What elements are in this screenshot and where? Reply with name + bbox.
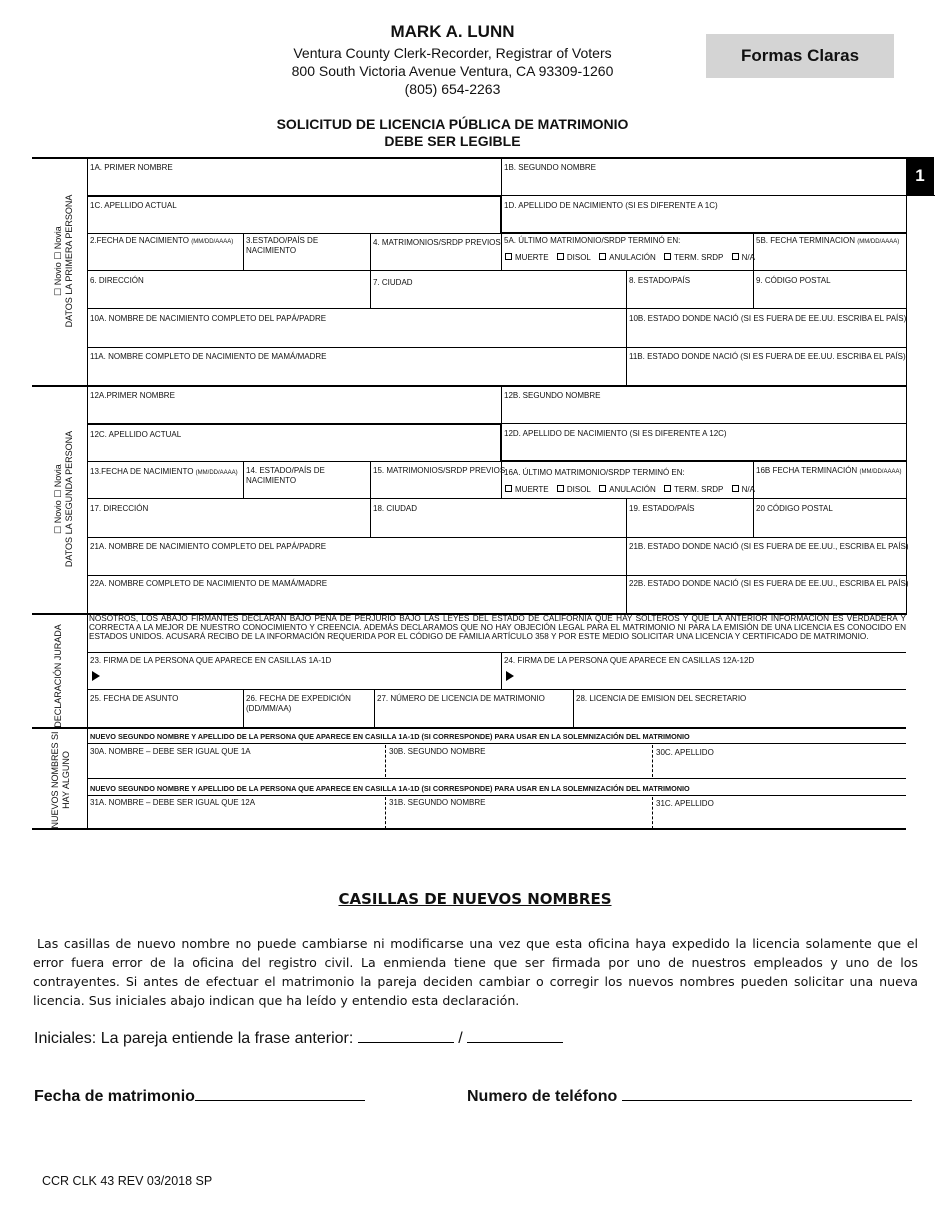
person2-side-label: ☐ Novio ☐ Novia DATOS LA SEGUNDA PERSONA bbox=[53, 430, 74, 568]
field-6-address[interactable]: 6. DIRECCIÓN bbox=[90, 276, 144, 285]
field-21b-father-birthplace[interactable]: 21B. ESTADO DONDE NACIÓ (SI ES FUERA DE EE.UU., ESCRIBA EL PAÍS) bbox=[629, 542, 909, 551]
field-11a-mother-name[interactable]: 11A. NOMBRE COMPLETO DE NACIMIENTO DE MAMÁ/MADRE bbox=[90, 352, 327, 361]
field-22b-mother-birthplace[interactable]: 22B. ESTADO DONDE NACIÓ (SI ES FUERA DE EE.UU., ESCRIBA EL PAÍS) bbox=[629, 579, 909, 588]
field-5a-last-marriage-ended[interactable]: 5A. ÚLTIMO MATRIMONIO/SRDP TERMINÓ EN: bbox=[504, 236, 681, 245]
marriage-date-label: Fecha de matrimonio bbox=[34, 1088, 195, 1105]
field-27-license-number[interactable]: 27. NÚMERO DE LICENCIA DE MATRIMONIO bbox=[377, 694, 545, 703]
new-names-notice-title: CASILLAS DE NUEVOS NOMBRES bbox=[338, 890, 612, 908]
field-14-birth-state[interactable]: 14. ESTADO/PAÍS DE NACIMIENTO bbox=[246, 466, 325, 485]
phone-label: Numero de teléfono bbox=[467, 1088, 618, 1105]
field-2-birth-date[interactable]: 2.FECHA DE NACIMIENTO (MM/DD/AAAA) bbox=[90, 236, 234, 245]
field-23-signature-1[interactable]: 23. FIRMA DE LA PERSONA QUE APARECE EN CASILLAS 1A-1D bbox=[90, 656, 332, 665]
checkbox-icon bbox=[505, 485, 512, 492]
end-options-1[interactable]: MUERTE DISOL ANULACIÓN TERM. SRDP N/A bbox=[505, 253, 761, 262]
field-17-address[interactable]: 17. DIRECCIÓN bbox=[90, 504, 149, 513]
field-4-previous-marriages[interactable]: 4. MATRIMONIOS/SRDP PREVIOS bbox=[373, 238, 501, 247]
field-25-issue-date[interactable]: 25. FECHA DE ASUNTO bbox=[90, 694, 179, 703]
checkbox-icon bbox=[599, 253, 606, 260]
form-code: CCR CLK 43 REV 03/2018 SP bbox=[42, 1174, 213, 1188]
page-number: 1 bbox=[906, 157, 934, 195]
field-12a-first-name[interactable]: 12A.PRIMER NOMBRE bbox=[90, 391, 175, 400]
field-1d-birth-last-name[interactable]: 1D. APELLIDO DE NACIMIENTO (SI ES DIFERENTE A 1C) bbox=[504, 201, 718, 210]
field-12b-middle-name[interactable]: 12B. SEGUNDO NOMBRE bbox=[504, 391, 601, 400]
field-9-zip[interactable]: 9. CÓDIGO POSTAL bbox=[756, 276, 831, 285]
field-8-state[interactable]: 8. ESTADO/PAÍS bbox=[629, 276, 691, 285]
checkbox-icon bbox=[599, 485, 606, 492]
field-16b-end-date[interactable]: 16B FECHA TERMINACIÓN (MM/DD/AAAA) bbox=[756, 466, 902, 475]
field-12c-last-name[interactable]: 12C. APELLIDO ACTUAL bbox=[90, 430, 182, 439]
declaration-text: NOSOTROS, LOS ABAJO FIRMANTES DECLARAN BAJO PENA DE PERJURIO BAJO LAS LEYES DEL ESTADO DE CALIFORNIA QUE HAY SOLTEROS Y QUE LA ANTERIOR INFORMACIÓN ES VERDADERA Y CORRECTA A LA MEJOR DE NUESTRO CONOCIMIENTO Y CREENCIA. ADEMÁS DECLARAMOS QUE NO HAY OBJECIÓN LEGAL PARA EL MATRIMONIO NI PARA LA EMISIÓN DE UNA LICENCIA ES CONOCIDO EN ESTADOS UNIDOS. ACUSARÁ RECIBO DE LA INFORMACIÓN REQUERIDA POR EL CÓDIGO DE FAMILIA ARTÍCULO 358 Y POR ESTE MEDIO SOLICITAR UNA LICENCIA Y CERTIFICADO DE MATRIMONIO. bbox=[89, 614, 906, 641]
declaration-side-label: DECLARACIÓN JURADA bbox=[53, 624, 63, 728]
form-subtitle: DEBE SER LEGIBLE bbox=[384, 133, 521, 149]
checkbox-icon bbox=[664, 253, 671, 260]
signature-arrow-icon bbox=[506, 671, 514, 681]
field-1c-last-name[interactable]: 1C. APELLIDO ACTUAL bbox=[90, 201, 177, 210]
new-names-header-2: NUEVO SEGUNDO NOMBRE Y APELLIDO DE LA PERSONA QUE APARECE EN CASILLA 1A-1D (SI CORRESPONDE) PARA USAR EN LA SOLEMNIZACIÓN DEL MATRIMONIO bbox=[90, 784, 690, 793]
signature-arrow-icon bbox=[92, 671, 100, 681]
field-28-clerk-license[interactable]: 28. LICENCIA DE EMISION DEL SECRETARIO bbox=[576, 694, 747, 703]
office-name: Ventura County Clerk-Recorder, Registrar of Voters bbox=[293, 45, 612, 61]
checkbox-icon bbox=[732, 253, 739, 260]
new-names-header-1: NUEVO SEGUNDO NOMBRE Y APELLIDO DE LA PERSONA QUE APARECE EN CASILLA 1A-1D (SI CORRESPONDE) PARA USAR EN LA SOLEMNIZACIÓN DEL MATRIMONIO bbox=[90, 732, 690, 741]
phone-field[interactable] bbox=[622, 1086, 912, 1101]
field-10b-father-birthplace[interactable]: 10B. ESTADO DONDE NACIÓ (SI ES FUERA DE EE.UU. ESCRIBA EL PAÍS) bbox=[629, 314, 907, 323]
clerk-name: MARK A. LUNN bbox=[390, 22, 515, 41]
initials-label: Iniciales: La pareja entiende la frase anterior: bbox=[34, 1030, 354, 1047]
field-31a-first-name[interactable]: 31A. NOMBRE – DEBE SER IGUAL QUE 12A bbox=[90, 798, 256, 807]
initials-line bbox=[34, 1028, 563, 1048]
field-18-city[interactable]: 18. CIUDAD bbox=[373, 504, 418, 513]
field-12d-birth-last-name[interactable]: 12D. APELLIDO DE NACIMIENTO (SI ES DIFERENTE A 12C) bbox=[504, 429, 727, 438]
field-16a-last-marriage-ended[interactable]: 16A. ÚLTIMO MATRIMONIO/SRDP TERMINÓ EN: bbox=[504, 468, 685, 477]
checkbox-icon bbox=[505, 253, 512, 260]
field-10a-father-name[interactable]: 10A. NOMBRE DE NACIMIENTO COMPLETO DEL PAPÁ/PADRE bbox=[90, 314, 327, 323]
field-30b-middle-name[interactable]: 30B. SEGUNDO NOMBRE bbox=[389, 747, 486, 756]
initials-field-2[interactable] bbox=[467, 1028, 563, 1043]
checkbox-icon bbox=[732, 485, 739, 492]
form-title: SOLICITUD DE LICENCIA PÚBLICA DE MATRIMONIO bbox=[276, 116, 629, 132]
field-26-expedition-date[interactable]: 26. FECHA DE EXPEDICIÓN (DD/MM/AA) bbox=[246, 694, 351, 713]
field-1b-middle-name[interactable]: 1B. SEGUNDO NOMBRE bbox=[504, 163, 597, 172]
new-names-side-label: NUEVOS NOMBRES SI HAY ALGUNO bbox=[50, 731, 71, 829]
field-19-state[interactable]: 19. ESTADO/PAÍS bbox=[629, 504, 695, 513]
field-20-zip[interactable]: 20 CÓDIGO POSTAL bbox=[756, 504, 833, 513]
field-24-signature-2[interactable]: 24. FIRMA DE LA PERSONA QUE APARECE EN CASILLAS 12A-12D bbox=[504, 656, 755, 665]
end-options-2[interactable]: MUERTE DISOL ANULACIÓN TERM. SRDP N/A bbox=[505, 485, 761, 494]
field-30a-first-name[interactable]: 30A. NOMBRE – DEBE SER IGUAL QUE 1A bbox=[90, 747, 251, 756]
field-5b-end-date[interactable]: 5B. FECHA TERMINACION (MM/DD/AAAA) bbox=[756, 236, 900, 245]
field-1a-first-name[interactable]: 1A. PRIMER NOMBRE bbox=[90, 163, 173, 172]
field-13-birth-date[interactable]: 13.FECHA DE NACIMIENTO (MM/DD/AAAA) bbox=[90, 467, 238, 476]
field-11b-mother-birthplace[interactable]: 11B. ESTADO DONDE NACIÓ (SI ES FUERA DE EE.UU. ESCRIBA EL PAÍS) bbox=[629, 352, 906, 361]
marriage-date-line bbox=[34, 1086, 365, 1106]
office-address: 800 South Victoria Avenue Ventura, CA 93309-1260 bbox=[291, 63, 614, 79]
checkbox-icon bbox=[557, 253, 564, 260]
field-7-city[interactable]: 7. CIUDAD bbox=[373, 278, 413, 287]
field-31c-last-name[interactable]: 31C. APELLIDO bbox=[656, 799, 714, 808]
field-15-previous-marriages[interactable]: 15. MATRIMONIOS/SRDP PREVIOS bbox=[373, 466, 506, 475]
marriage-date-field[interactable] bbox=[195, 1086, 365, 1101]
person1-side-label: ☐ Novio ☐ Novia DATOS LA PRIMERA PERSONA bbox=[53, 194, 74, 328]
initials-separator: / bbox=[458, 1030, 463, 1047]
initials-field-1[interactable] bbox=[358, 1028, 454, 1043]
office-phone: (805) 654-2263 bbox=[404, 81, 501, 97]
checkbox-icon bbox=[664, 485, 671, 492]
field-22a-mother-name[interactable]: 22A. NOMBRE COMPLETO DE NACIMIENTO DE MAMÁ/MADRE bbox=[90, 579, 328, 588]
formas-claras-badge: Formas Claras bbox=[706, 34, 894, 78]
field-21a-father-name[interactable]: 21A. NOMBRE DE NACIMIENTO COMPLETO DEL PAPÁ/PADRE bbox=[90, 542, 327, 551]
field-3-birth-state[interactable]: 3.ESTADO/PAÍS DE NACIMIENTO bbox=[246, 236, 319, 255]
phone-line bbox=[467, 1086, 912, 1106]
field-31b-middle-name[interactable]: 31B. SEGUNDO NOMBRE bbox=[389, 798, 486, 807]
field-30c-last-name[interactable]: 30C. APELLIDO bbox=[656, 748, 714, 757]
new-names-notice-body: Las casillas de nuevo nombre no puede cambiarse ni modificarse una vez que esta oficina haya expedido la licencia solamente que el error fuera error de la oficina del registro civil. La enmienda tiene que ser firmada por uno de nuestros empleados y uno de los contrayentes. Si antes de efectuar el matrimonio la pareja deciden cambiar o corregir los nuevos nombres pueden solicitar una nueva licencia. Sus iniciales abajo indican que ha leído y entendio esta declaración. bbox=[33, 936, 918, 1008]
checkbox-icon bbox=[557, 485, 564, 492]
